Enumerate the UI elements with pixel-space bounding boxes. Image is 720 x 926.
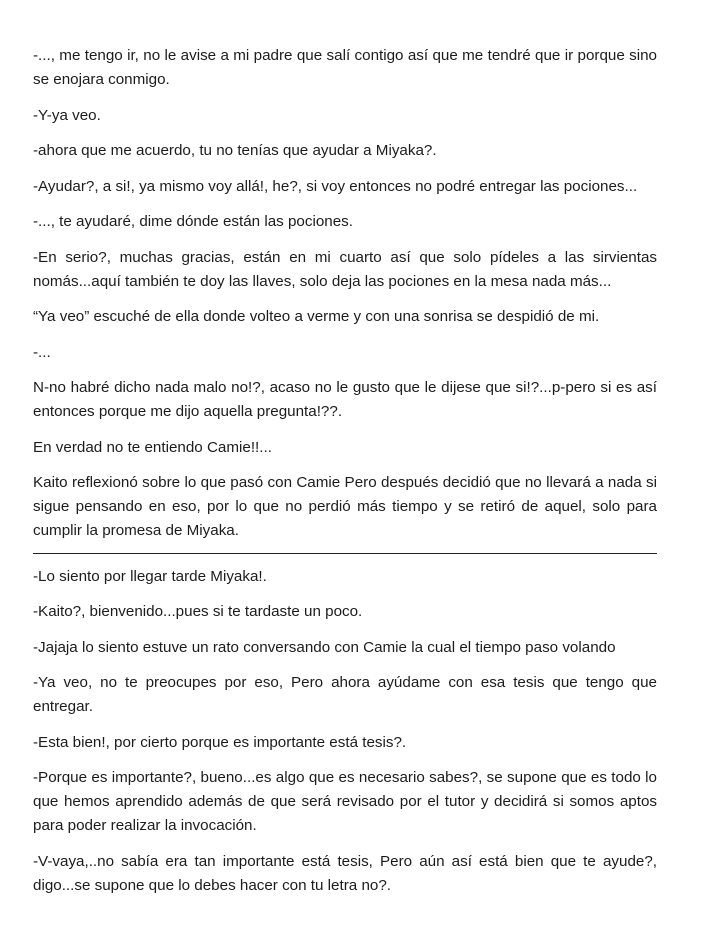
paragraph: -Lo siento por llegar tarde Miyaka!. (33, 567, 267, 585)
paragraph: -Esta bien!, por cierto porque es importante está tesis?. (33, 733, 407, 751)
paragraph: -Jajaja lo siento estuve un rato conversando con Camie la cual el tiempo paso volando (33, 638, 616, 656)
paragraph: -Ayudar?, a si!, ya mismo voy allá!, he?, si voy entonces no podré entregar las pociones... (33, 177, 638, 195)
paragraph: -En serio?, muchas gracias, están en mi cuarto así que solo pídeles a las sirvientas nomás...aquí también te doy las llaves, solo deja las pociones en la mesa nada más... (33, 248, 657, 290)
paragraph: -..., me tengo ir, no le avise a mi padre que salí contigo así que me tendré que ir porque sino se enojara conmigo. (33, 47, 657, 88)
paragraph: -..., te ayudaré, dime dónde están las pociones. (33, 213, 353, 230)
section-divider (33, 553, 657, 554)
paragraph: -V-vaya,..no sabía era tan importante está tesis, Pero aún así está bien que te ayude?, digo...se supone que lo debes hacer con tu letra no?. (33, 852, 657, 894)
paragraph: -Kaito?, bienvenido...pues si te tardaste un poco. (33, 603, 363, 620)
document-page (33, 44, 657, 909)
paragraph: -ahora que me acuerdo, tu no tenías que ayudar a Miyaka?. (33, 142, 437, 159)
paragraph: En verdad no te entiendo Camie!!... (33, 438, 272, 456)
paragraph: -Ya veo, no te preocupes por eso, Pero ahora ayúdame con esa tesis que tengo que entregar. (33, 674, 657, 715)
paragraph: Kaito reflexionó sobre lo que pasó con Camie Pero después decidió que no llevará a nada si sigue pensando en eso, por lo que no perdió más tiempo y se retiró de aquel, solo para cumplir la promesa de Miyaka. (33, 474, 657, 539)
paragraph: N-no habré dicho nada malo no!?, acaso no le gusto que le dijese que si!?...p-pero si es así entonces porque me dijo aquella pregunta!??. (33, 379, 657, 420)
paragraph: “Ya veo” escuché de ella donde volteo a verme y con una sonrisa se despidió de mi. (33, 308, 600, 325)
paragraph: -Porque es importante?, bueno...es algo que es necesario sabes?, se supone que es todo lo que hemos aprendido además de que será revisado por el tutor y decidirá si somos aptos para poder realizar la invocación. (33, 769, 657, 834)
paragraph: -Y-ya veo. (33, 106, 101, 124)
paragraph: -... (33, 343, 51, 361)
